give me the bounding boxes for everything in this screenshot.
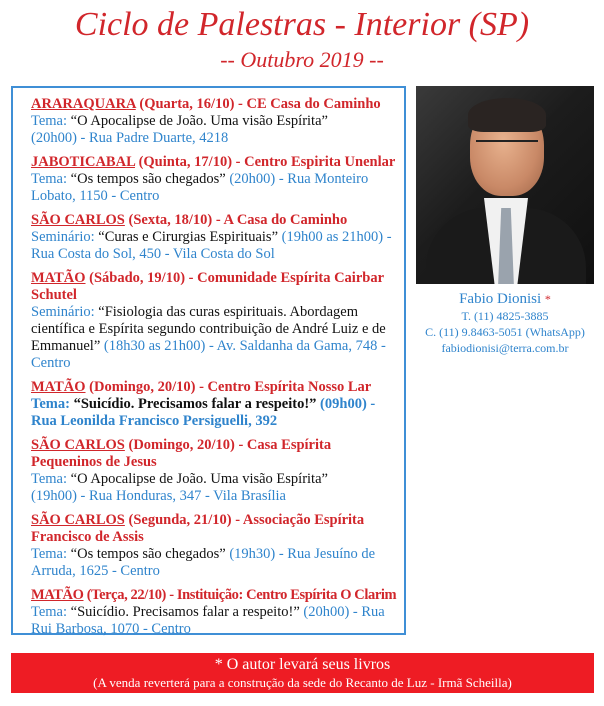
event-city: MATÃO [31, 379, 86, 395]
event-item [31, 212, 404, 263]
event-details: (18h30 as 21h00) - Av. Saldanha da Gama, 748 - Centro [31, 338, 386, 371]
event-details: (19h30) - Rua Jesuíno de Arruda, 1625 - Centro [31, 546, 376, 579]
event-header: (Quarta, 16/10) - CE Casa do Caminho [135, 96, 381, 112]
page-subtitle: -- Outubro 2019 -- [220, 47, 384, 72]
speaker-contact [416, 290, 594, 356]
footer-banner [11, 653, 594, 693]
event-theme: “Fisiologia das curas espirituais. Abordagem científica e Espírita segundo contribuição de André Luiz e de Emmanuel” [31, 304, 386, 354]
event-theme: “Os tempos são chegados” [70, 546, 226, 562]
event-type: Tema: [31, 113, 68, 129]
footer-sub: (A venda reverterá para a construção da sede do Recanto de Luz - Irmã Scheilla) [93, 675, 512, 690]
event-header: (Segunda, 21/10) - Associação Espírita Francisco de Assis [31, 512, 365, 545]
speaker-star: * [544, 292, 551, 306]
event-type: Tema: [31, 471, 68, 487]
speaker-mobile: C. (11) 9.8463-5051 (WhatsApp) [425, 325, 585, 339]
event-details: (19h00) - Rua Honduras, 347 - Vila Brasília [31, 488, 286, 504]
speaker-photo [416, 86, 594, 284]
event-type: Tema: [31, 171, 68, 187]
speaker-phone: T. (11) 4825-3885 [461, 309, 549, 323]
event-item [31, 154, 404, 205]
event-type: Seminário: [31, 304, 95, 320]
event-item [31, 437, 404, 505]
event-city: MATÃO [31, 270, 86, 286]
event-type: Tema: [31, 604, 68, 620]
event-type: Tema: [31, 546, 68, 562]
event-city: SÃO CARLOS [31, 512, 125, 528]
event-city: SÃO CARLOS [31, 212, 125, 228]
event-city: MATÃO [31, 587, 84, 603]
event-details: (19h00 as 21h00) - Rua Costa do Sol, 450 - Vila Costa do Sol [31, 229, 392, 262]
event-details: (20h00) - Rua Rui Barbosa, 1070 - Centro [31, 604, 385, 637]
event-item [31, 270, 404, 372]
event-item [31, 587, 404, 638]
event-header: (Terça, 22/10) - Instituição: Centro Espírita O Clarim [83, 587, 397, 603]
event-city: JABOTICABAL [31, 154, 135, 170]
page-title: Ciclo de Palestras - Interior (SP) [74, 6, 530, 43]
event-theme: “Os tempos são chegados” [70, 171, 226, 187]
event-type: Tema: [31, 396, 70, 412]
event-theme: “Suicídio. Precisamos falar a respeito!” [73, 396, 317, 412]
event-header: (Sexta, 18/10) - A Casa do Caminho [124, 212, 348, 228]
event-header: (Sábado, 19/10) - Comunidade Espírita Cairbar Schutel [31, 270, 384, 303]
event-item [31, 96, 404, 147]
speaker-name: Fabio Dionisi [459, 291, 542, 307]
event-theme: “Curas e Cirurgias Espirituais” [98, 229, 279, 245]
event-city: ARARAQUARA [31, 96, 136, 112]
footer-main: * O autor levará seus livros [214, 656, 391, 673]
event-theme: “Suicídio. Precisamos falar a respeito!” [70, 604, 300, 620]
event-header: (Domingo, 20/10) - Centro Espírita Nosso Lar [85, 379, 372, 395]
event-item [31, 512, 404, 580]
event-details: (20h00) - Rua Monteiro Lobato, 1150 - Centro [31, 171, 369, 204]
speaker-email: fabiodionisi@terra.com.br [441, 341, 569, 355]
event-header: (Domingo, 20/10) - Casa Espírita Pequeninos de Jesus [31, 437, 332, 470]
event-details: (09h00) - Rua Leonilda Francisco Persiguelli, 392 [31, 396, 376, 429]
event-header: (Quinta, 17/10) - Centro Espirita Unenlar [134, 154, 396, 170]
event-city: SÃO CARLOS [31, 437, 125, 453]
event-theme: “O Apocalipse de João. Uma visão Espírita” [70, 113, 328, 129]
schedule-box [11, 86, 406, 635]
event-type: Seminário: [31, 229, 95, 245]
event-theme: “O Apocalipse de João. Uma visão Espírita” [70, 471, 328, 487]
event-details: (20h00) - Rua Padre Duarte, 4218 [31, 130, 229, 146]
event-item [31, 379, 404, 430]
